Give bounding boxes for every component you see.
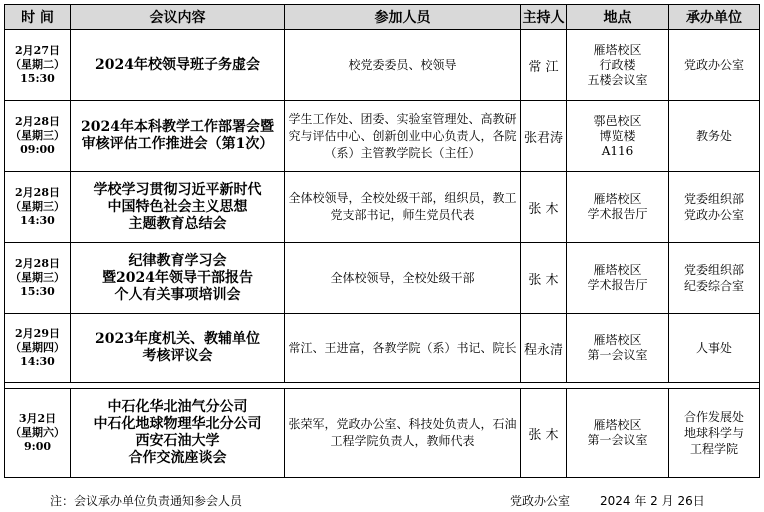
unit-cell: 党委组织部 党政办公室 (669, 172, 760, 243)
time-cell: 2月29日 （星期四） 14:30 (5, 314, 71, 383)
host-cell: 张君涛 (521, 101, 567, 172)
time-cell: 3月2日 （星期六） 9:00 (5, 389, 71, 478)
place-cell: 雁塔校区 行政楼 五楼会议室 (567, 30, 669, 101)
place-cell: 雁塔校区 学术报告厅 (567, 172, 669, 243)
time-cell: 2月28日 （星期三） 09:00 (5, 101, 71, 172)
header-people: 参加人员 (285, 5, 521, 30)
people-cell: 张荣军，党政办公室、科技处负责人，石油工程学院负责人，教师代表 (285, 389, 521, 478)
table-row (5, 389, 760, 478)
time-cell: 2月27日 （星期二） 15:30 (5, 30, 71, 101)
header-place: 地点 (567, 5, 669, 30)
unit-cell: 党委组织部 纪委综合室 (669, 243, 760, 314)
footer-signature (510, 492, 735, 509)
content-cell: 中石化华北油气分公司 中石化地球物理华北分公司 西安石油大学 合作交流座谈会 (71, 389, 285, 478)
table-row (5, 314, 760, 383)
host-cell: 程永清 (521, 314, 567, 383)
table-row (5, 172, 760, 243)
footer-office: 党政办公室 (510, 494, 571, 508)
place-cell: 雁塔校区 第一会议室 (567, 314, 669, 383)
unit-cell: 党政办公室 (669, 30, 760, 101)
host-cell: 张 木 (521, 389, 567, 478)
content-cell: 2024年本科教学工作部署会暨 审核评估工作推进会（第1次） (71, 101, 285, 172)
header-time: 时 间 (5, 5, 71, 30)
content-cell: 学校学习贯彻习近平新时代 中国特色社会主义思想 主题教育总结会 (71, 172, 285, 243)
place-cell: 雁塔校区 第一会议室 (567, 389, 669, 478)
table-row (5, 101, 760, 172)
table-row (5, 30, 760, 101)
people-cell: 常江、王进富，各教学院（系）书记、院长 (285, 314, 521, 383)
footer-note: 注：会议承办单位负责通知参会人员 (50, 494, 243, 508)
place-cell: 雁塔校区 学术报告厅 (567, 243, 669, 314)
people-cell: 学生工作处、团委、实验室管理处、高教研究与评估中心、创新创业中心负责人，各院（系）主管教学院长（主任） (285, 101, 521, 172)
host-cell: 常 江 (521, 30, 567, 101)
table-row (5, 243, 760, 314)
place-cell: 鄠邑校区 博览楼 A116 (567, 101, 669, 172)
people-cell: 全体校领导，全校处级干部 (285, 243, 521, 314)
content-cell: 2024年校领导班子务虚会 (71, 30, 285, 101)
meeting-schedule-table (4, 4, 760, 478)
header-unit: 承办单位 (669, 5, 760, 30)
header-content: 会议内容 (71, 5, 285, 30)
table-header-row (5, 5, 760, 30)
host-cell: 张 木 (521, 243, 567, 314)
people-cell: 全体校领导，全校处级干部，组织员，教工党支部书记，师生党员代表 (285, 172, 521, 243)
header-host: 主持人 (521, 5, 567, 30)
unit-cell: 人事处 (669, 314, 760, 383)
content-cell: 2023年度机关、教辅单位 考核评议会 (71, 314, 285, 383)
people-cell: 校党委委员、校领导 (285, 30, 521, 101)
time-cell: 2月28日 （星期三） 14:30 (5, 172, 71, 243)
host-cell: 张 木 (521, 172, 567, 243)
unit-cell: 合作发展处 地球科学与 工程学院 (669, 389, 760, 478)
content-cell: 纪律教育学习会 暨2024年领导干部报告 个人有关事项培训会 (71, 243, 285, 314)
footer-date: 2024 年 2 月 26日 (600, 494, 705, 508)
time-cell: 2月28日 （星期三） 15:30 (5, 243, 71, 314)
unit-cell: 教务处 (669, 101, 760, 172)
